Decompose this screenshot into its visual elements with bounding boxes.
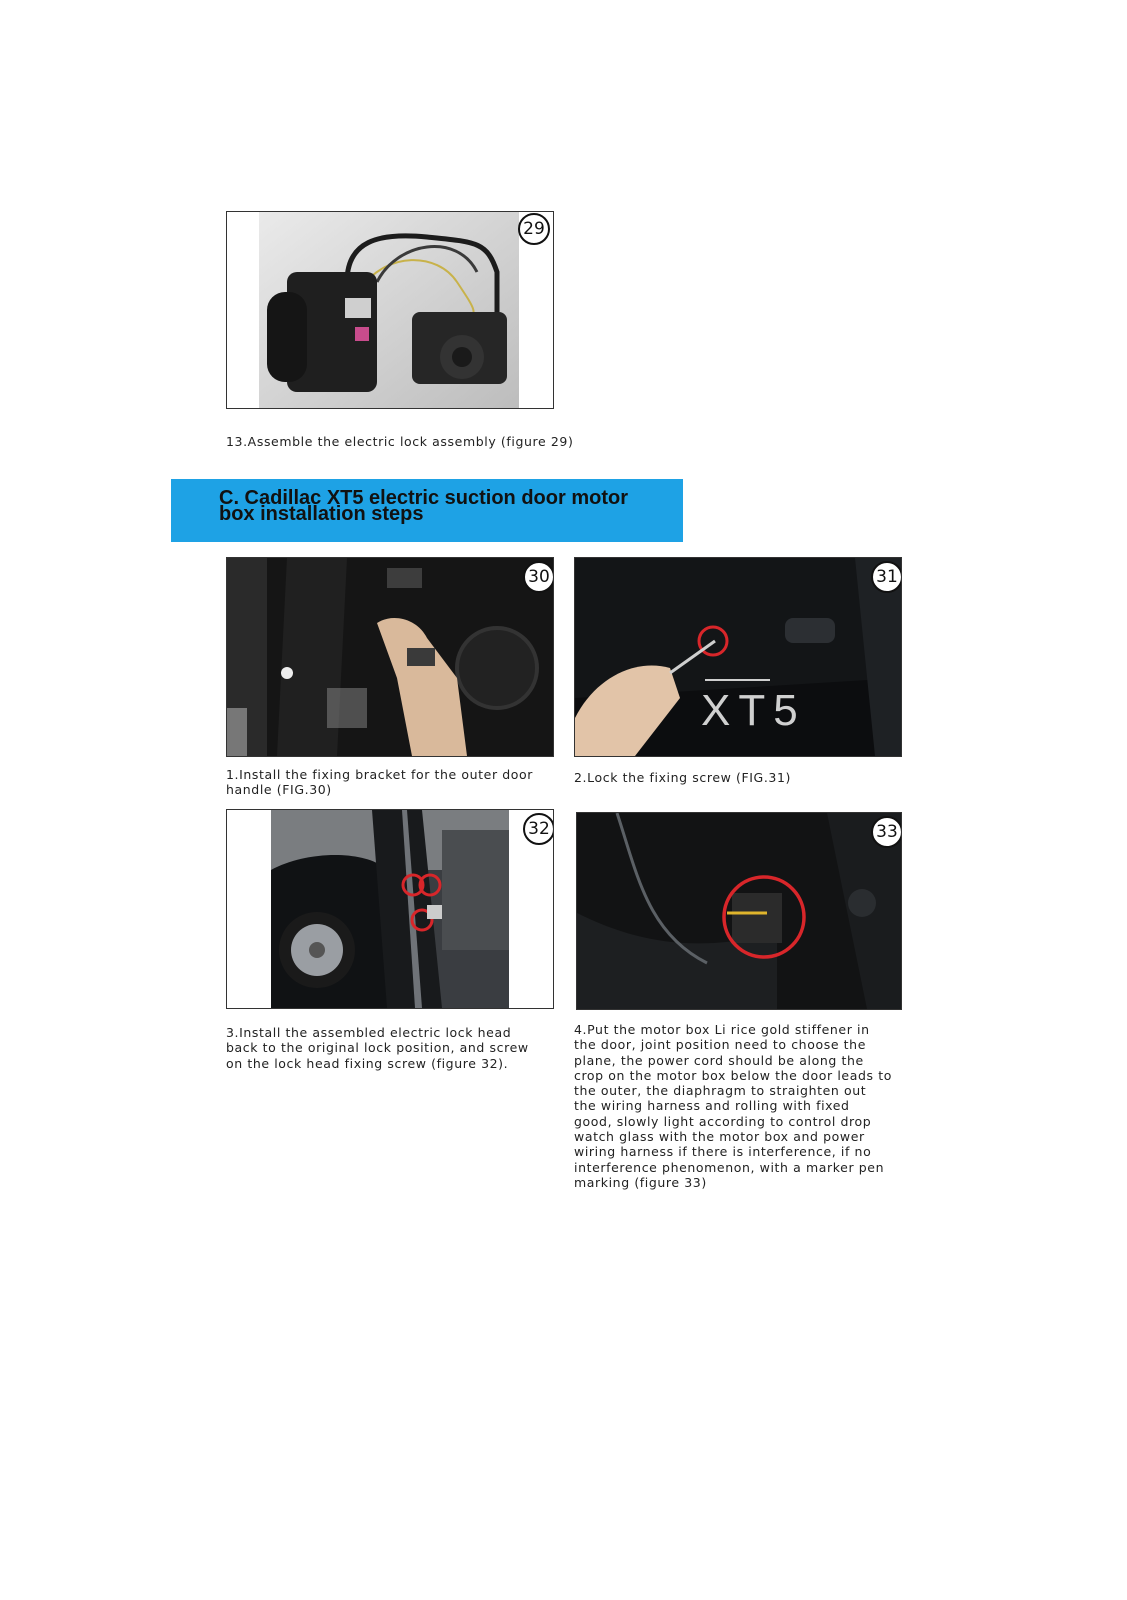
motor-box-photo xyxy=(577,813,901,1009)
figure-32-caption: 3.Install the assembled electric lock head back to the original lock position, and screw on the lock head fixing screw (figure 32). xyxy=(226,1025,529,1071)
lock-head-photo xyxy=(227,810,553,1008)
figure-32-number-badge: 32 xyxy=(523,813,554,845)
figure-31-image xyxy=(574,557,902,757)
xt5-emblem-text: XT5 xyxy=(701,686,806,735)
figure-32-image xyxy=(226,809,554,1009)
figure-33-number-badge: 33 xyxy=(871,816,902,848)
lock-assembly-photo xyxy=(227,212,553,408)
door-bracket-photo xyxy=(227,558,553,756)
figure-29-caption: 13.Assemble the electric lock assembly (figure 29) xyxy=(226,434,574,449)
section-title: C. Cadillac XT5 electric suction door motor box installation steps xyxy=(219,487,628,525)
figure-33-image xyxy=(576,812,902,1010)
figure-31-caption: 2.Lock the fixing screw (FIG.31) xyxy=(574,770,791,785)
figure-30-caption: 1.Install the fixing bracket for the outer door handle (FIG.30) xyxy=(226,767,534,798)
figure-31-number-badge: 31 xyxy=(871,561,902,593)
section-banner xyxy=(171,479,683,542)
figure-30-number-badge: 30 xyxy=(523,561,554,593)
figure-33-caption: 4.Put the motor box Li rice gold stiffener in the door, joint position need to choose the plane, the power cord should be along the crop on the motor box below the door leads to the outer, the diaphragm to straighten out the wiring harness and rolling with fixed good, slowly light according to control drop watch glass with the motor box and power wiring harness if there is interference, if no interference phenomenon, with a marker pen marking (figure 33) xyxy=(574,1022,892,1190)
figure-29-number-badge: 29 xyxy=(518,213,550,245)
figure-30-image xyxy=(226,557,554,757)
figure-29-image xyxy=(226,211,554,409)
